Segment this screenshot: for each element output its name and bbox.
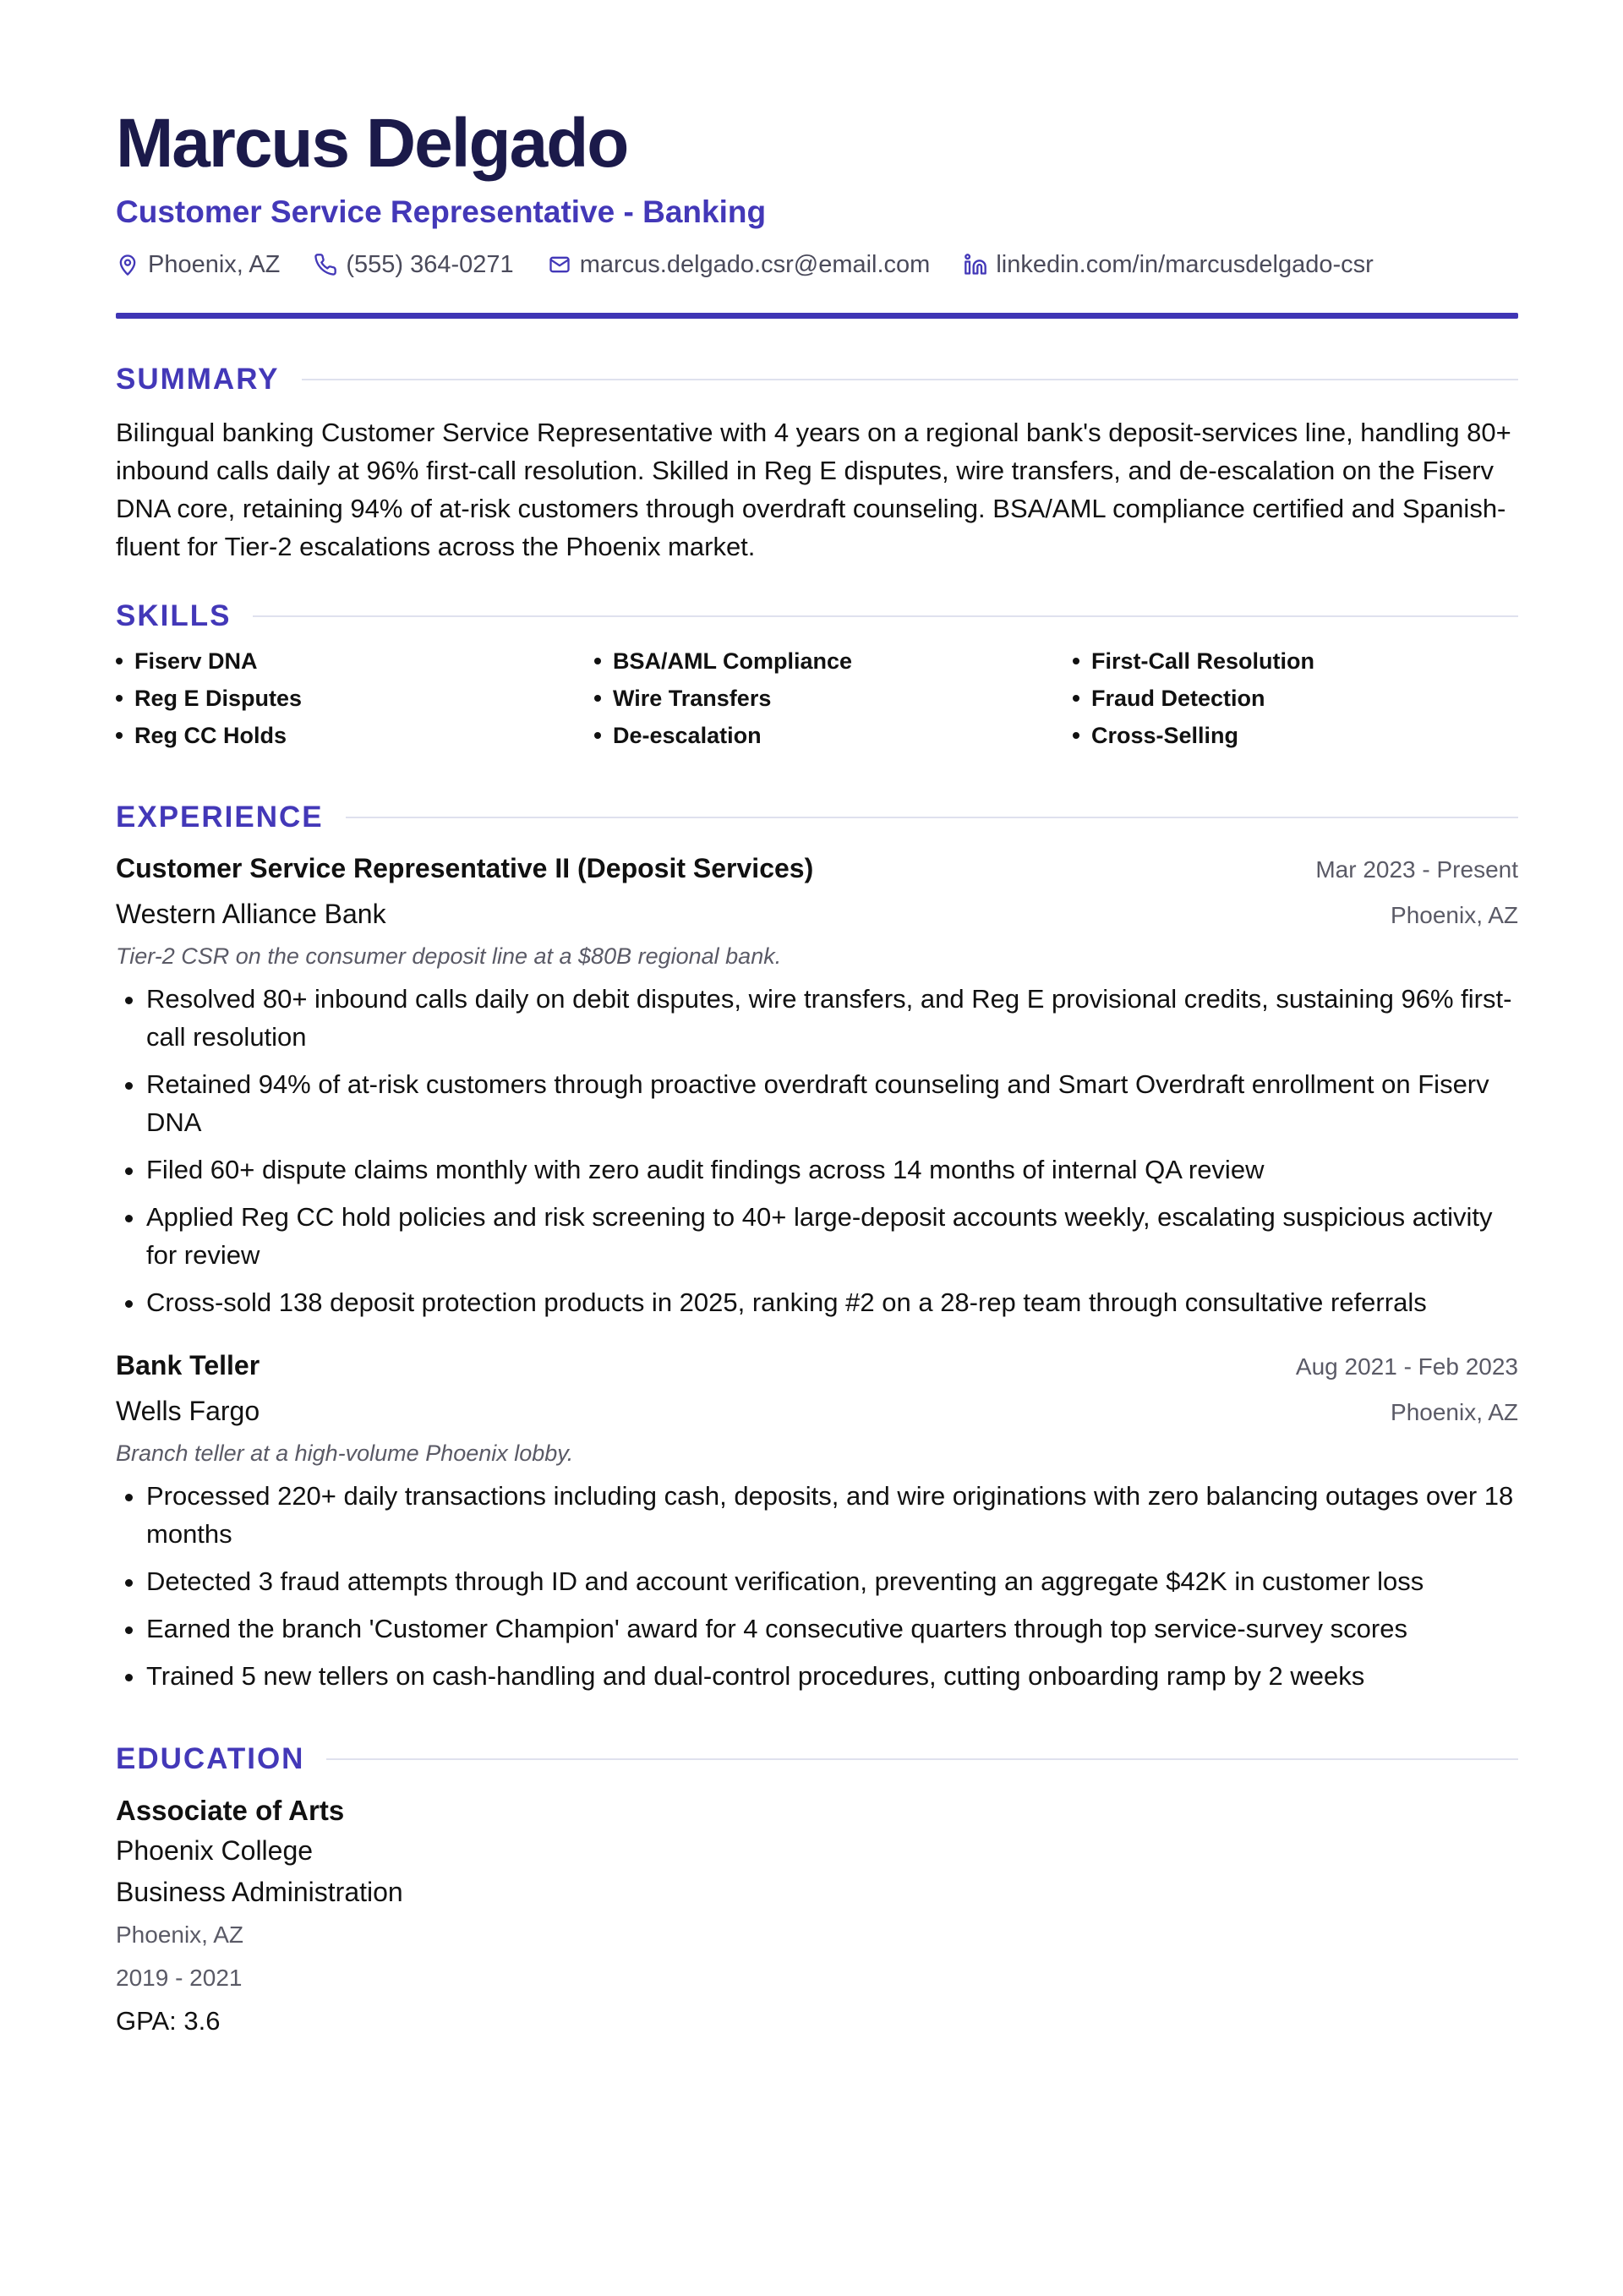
job-entry xyxy=(116,850,1518,1321)
skills-heading xyxy=(116,599,1518,633)
school-name: Phoenix College xyxy=(116,1835,314,1866)
bullet-dot xyxy=(594,732,601,739)
education-entry xyxy=(116,1791,1518,2043)
summary-text: Bilingual banking Customer Service Representative with 4 years on a regional bank's deposit-services line, handling 80+ inbound calls daily at 96% first-call resolution. Skilled in Reg E disputes, wire transfers, and de-escalation on the Fiserv DNA core, retaining 94% of at-risk customers through overdraft counseling. BSA/AML compliance certified and Spanish-fluent for Tier-2 escalations across the Phoenix market. xyxy=(116,418,1511,561)
skill-item xyxy=(1073,682,1551,714)
skill-label: Cross-Selling xyxy=(1091,723,1239,748)
linkedin-text: linkedin.com/in/marcusdelgado-csr xyxy=(996,251,1374,278)
skill-item xyxy=(116,682,594,714)
bullet-dot xyxy=(116,695,123,702)
job-location: Phoenix, AZ xyxy=(1391,902,1518,928)
job-bullet: • Processed 220+ daily transactions including cash, deposits, and wire originations with zero balancing outages over 18 months xyxy=(146,1477,1518,1553)
job-entry xyxy=(116,1347,1518,1695)
skill-label: Reg CC Holds xyxy=(134,723,287,748)
summary-heading xyxy=(116,363,1518,396)
job-bullet: • Detected 3 fraud attempts through ID and account verification, preventing an aggregate $42K in customer loss xyxy=(146,1562,1518,1600)
job-bullet: • Applied Reg CC hold policies and risk screening to 40+ large-deposit accounts weekly, escalating suspicious activity for review xyxy=(146,1198,1518,1274)
job-title-row xyxy=(116,850,1518,887)
skill-label: Reg E Disputes xyxy=(134,686,303,711)
education-dates: 2019 - 2021 xyxy=(116,1965,243,1991)
experience-section xyxy=(116,801,1518,1695)
location-pin-icon xyxy=(116,253,139,276)
skills-section xyxy=(116,599,1518,752)
skill-label: De-escalation xyxy=(613,723,762,748)
skill-item xyxy=(594,719,1073,752)
skill-item xyxy=(1073,719,1551,752)
job-company-row xyxy=(116,887,1518,932)
job-bullet: • Resolved 80+ inbound calls daily on debit disputes, wire transfers, and Reg E provisional credits, sustaining 96% first-call resolution xyxy=(146,980,1518,1056)
bullet-dot xyxy=(1073,658,1079,664)
skill-label: Fiserv DNA xyxy=(134,648,258,674)
candidate-role: Customer Service Representative - Banking xyxy=(116,194,767,229)
section-divider xyxy=(326,1758,1518,1760)
job-company: Wells Fargo xyxy=(116,1396,260,1426)
job-location: Phoenix, AZ xyxy=(1391,1399,1518,1425)
job-description: Tier-2 CSR on the consumer deposit line at a $80B regional bank. xyxy=(116,943,782,969)
section-divider xyxy=(346,817,1518,818)
bullet-dot xyxy=(594,658,601,664)
education-heading xyxy=(116,1742,1518,1776)
job-bullet: • Trained 5 new tellers on cash-handling and dual-control procedures, cutting onboarding ramp by 2 weeks xyxy=(146,1657,1518,1695)
header-divider xyxy=(116,313,1518,319)
skill-label: Fraud Detection xyxy=(1091,686,1265,711)
field-of-study: Business Administration xyxy=(116,1877,403,1907)
email-text: marcus.delgado.csr@email.com xyxy=(579,251,931,278)
section-divider xyxy=(253,615,1518,617)
skills-title: SKILLS xyxy=(116,599,232,632)
skill-item xyxy=(594,682,1073,714)
job-company: Western Alliance Bank xyxy=(116,899,386,929)
resume-header xyxy=(116,103,1518,319)
phone-text: (555) 364-0271 xyxy=(346,251,514,278)
job-description: Branch teller at a high-volume Phoenix lobby. xyxy=(116,1440,574,1466)
job-dates: Aug 2021 - Feb 2023 xyxy=(1295,1353,1518,1380)
education-title: EDUCATION xyxy=(116,1742,305,1775)
job-bullet: • Retained 94% of at-risk customers through proactive overdraft counseling and Smart Overdraft enrollment on Fiserv DNA xyxy=(146,1065,1518,1141)
contact-email[interactable] xyxy=(548,249,931,281)
skills-grid xyxy=(116,645,1518,752)
section-divider xyxy=(302,379,1518,380)
skill-label: BSA/AML Compliance xyxy=(613,648,853,674)
job-company-row xyxy=(116,1384,1518,1430)
summary-section xyxy=(116,363,1518,566)
degree: Associate of Arts xyxy=(116,1795,345,1826)
contact-phone[interactable] xyxy=(314,249,513,281)
phone-icon xyxy=(314,253,337,276)
job-bullet: • Filed 60+ dispute claims monthly with zero audit findings across 14 months of internal QA review xyxy=(146,1151,1518,1189)
education-location: Phoenix, AZ xyxy=(116,1922,243,1948)
skill-item xyxy=(594,645,1073,677)
experience-heading xyxy=(116,801,1518,834)
candidate-name: Marcus Delgado xyxy=(116,105,628,182)
job-title: Bank Teller xyxy=(116,1350,260,1380)
job-bullets xyxy=(116,980,1518,1321)
skill-item xyxy=(116,719,594,752)
summary-title: SUMMARY xyxy=(116,363,280,396)
gpa: GPA: 3.6 xyxy=(116,2006,221,2036)
skill-label: Wire Transfers xyxy=(613,686,772,711)
linkedin-icon xyxy=(964,253,987,276)
skill-label: First-Call Resolution xyxy=(1091,648,1315,674)
job-bullet: • Earned the branch 'Customer Champion' award for 4 consecutive quarters through top service-survey scores xyxy=(146,1610,1518,1648)
contact-bar xyxy=(116,249,1518,281)
mail-icon xyxy=(548,253,571,276)
location-text: Phoenix, AZ xyxy=(148,251,281,278)
bullet-dot xyxy=(594,695,601,702)
experience-title: EXPERIENCE xyxy=(116,801,324,834)
job-title-row xyxy=(116,1347,1518,1384)
bullet-dot xyxy=(116,658,123,664)
contact-location xyxy=(116,249,280,281)
job-bullet: • Cross-sold 138 deposit protection products in 2025, ranking #2 on a 28-rep team through consultative referrals xyxy=(146,1283,1518,1321)
skill-item xyxy=(1073,645,1551,677)
job-bullets xyxy=(116,1477,1518,1695)
bullet-dot xyxy=(1073,695,1079,702)
education-section xyxy=(116,1742,1518,2043)
skill-item xyxy=(116,645,594,677)
contact-linkedin[interactable] xyxy=(964,249,1373,281)
bullet-dot xyxy=(116,732,123,739)
job-title: Customer Service Representative II (Deposit Services) xyxy=(116,853,814,883)
job-dates: Mar 2023 - Present xyxy=(1315,856,1518,883)
bullet-dot xyxy=(1073,732,1079,739)
